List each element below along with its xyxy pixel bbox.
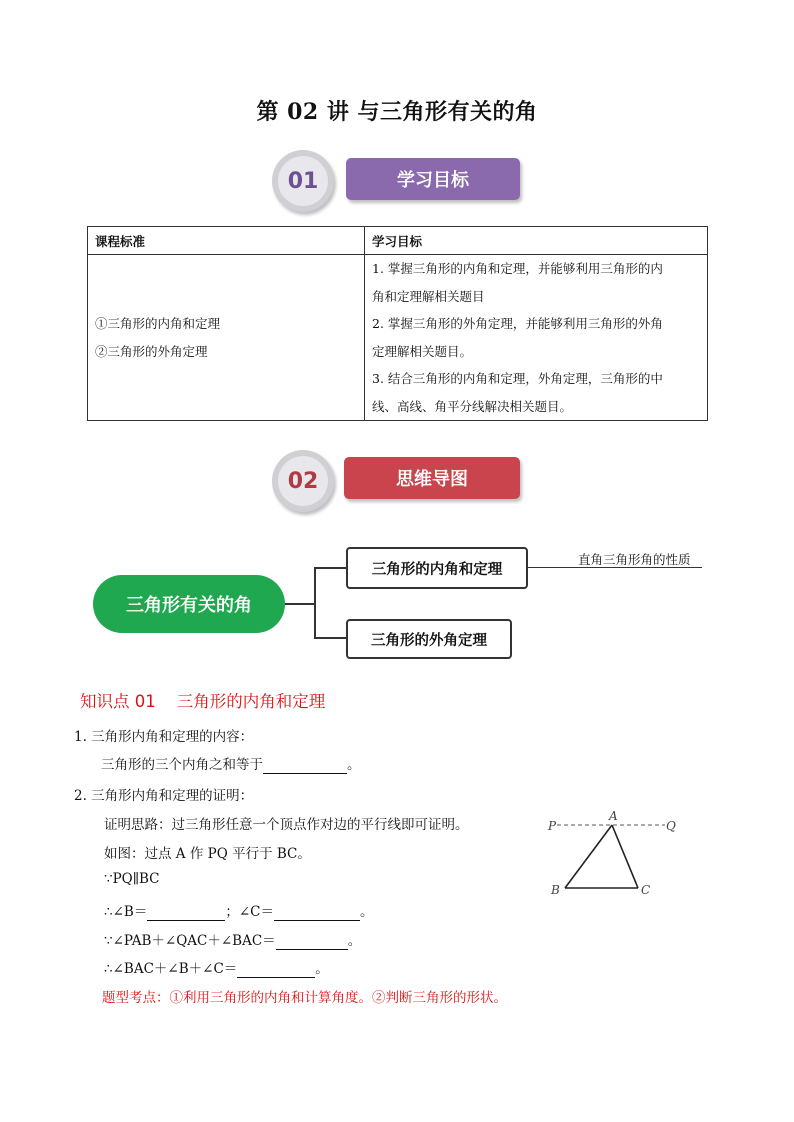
section-label-mindmap: 思维导图	[344, 457, 520, 499]
goal-line: 1. 掌握三角形的内角和定理，并能够利用三角形的内	[372, 261, 663, 276]
section-label-goals: 学习目标	[346, 158, 520, 200]
table-row	[88, 255, 708, 421]
goal-line: 2. 掌握三角形的外角定理，并能够利用三角形的外角	[372, 316, 663, 331]
answer-blank[interactable]	[274, 904, 360, 921]
mindmap-connector	[314, 567, 316, 639]
side-ab	[565, 825, 612, 888]
label-c: C	[641, 883, 651, 897]
label-p: P	[548, 819, 557, 833]
table-header-goal: 学习目标	[365, 227, 708, 255]
because-straight-angle	[104, 929, 361, 950]
mindmap-connector	[314, 567, 347, 569]
angle-c-text: ；∠C＝	[225, 904, 274, 920]
item1-title: 1. 三角形内角和定理的内容：	[74, 729, 254, 745]
knowledge-point-heading: 知识点 01 三角形的内角和定理	[80, 692, 326, 711]
goal-line: 定理解相关题目。	[372, 343, 473, 359]
therefore-angles	[104, 900, 373, 921]
item1-statement	[101, 753, 361, 774]
answer-blank[interactable]	[237, 961, 315, 978]
mindmap-connector	[314, 637, 347, 639]
answer-blank[interactable]	[263, 757, 347, 774]
mindmap-connector	[285, 603, 315, 605]
punct: 。	[315, 961, 329, 977]
label-q: Q	[666, 819, 676, 833]
goal-line: 角和定理解相关题目	[372, 288, 485, 304]
section-badge-mindmap	[270, 450, 530, 514]
side-ac	[612, 825, 638, 888]
table-header-standard: 课程标准	[88, 227, 365, 255]
section-number-02: 02	[278, 456, 328, 506]
answer-blank[interactable]	[147, 904, 225, 921]
triangle-figure	[543, 808, 683, 898]
punct: 。	[359, 904, 374, 920]
standards-cell	[88, 255, 365, 421]
because-parallel: ∵PQ∥BC	[104, 871, 160, 887]
goals-cell	[365, 255, 708, 421]
straight-angle-text: ∵∠PAB＋∠QAC＋∠BAC＝	[104, 933, 276, 949]
as-shown-text: 如图：过点 A 作 PQ 平行于 BC。	[104, 846, 311, 862]
section-badge-goals	[270, 150, 530, 214]
goal-line: 3. 结合三角形的内角和定理，外角定理，三角形的中	[372, 371, 663, 386]
exam-points: 题型考点：①利用三角形的内角和计算角度。②判断三角形的形状。	[102, 990, 507, 1006]
punct: 。	[347, 757, 361, 773]
section-number-01: 01	[278, 156, 328, 206]
label-a: A	[609, 809, 618, 823]
goals-table	[87, 226, 708, 421]
standard-item: ①三角形的内角和定理	[95, 315, 221, 331]
answer-blank[interactable]	[276, 933, 348, 950]
proof-idea: 证明思路：过三角形任意一个顶点作对边的平行线即可证明。	[104, 817, 469, 833]
page-title: 第 02 讲 与三角形有关的角	[256, 99, 538, 125]
goal-line: 线、高线、角平分线解决相关题目。	[372, 398, 573, 414]
item1-text: 三角形的三个内角之和等于	[101, 757, 263, 773]
label-b: B	[551, 883, 560, 897]
mindmap-node-exterior: 三角形的外角定理	[346, 619, 512, 659]
angle-b-text: ∴∠B＝	[104, 904, 148, 920]
therefore-sum	[104, 957, 329, 978]
standard-item: ②三角形的外角定理	[95, 343, 208, 359]
punct: 。	[347, 933, 362, 949]
mindmap-root: 三角形有关的角	[93, 575, 285, 633]
mindmap-note: 直角三角形角的性质	[578, 552, 691, 567]
table-header-row	[88, 227, 708, 255]
mindmap-node-interior-sum: 三角形的内角和定理	[346, 547, 528, 589]
item2-title: 2. 三角形内角和定理的证明：	[74, 788, 254, 804]
sum-text: ∴∠BAC＋∠B＋∠C＝	[104, 961, 238, 977]
